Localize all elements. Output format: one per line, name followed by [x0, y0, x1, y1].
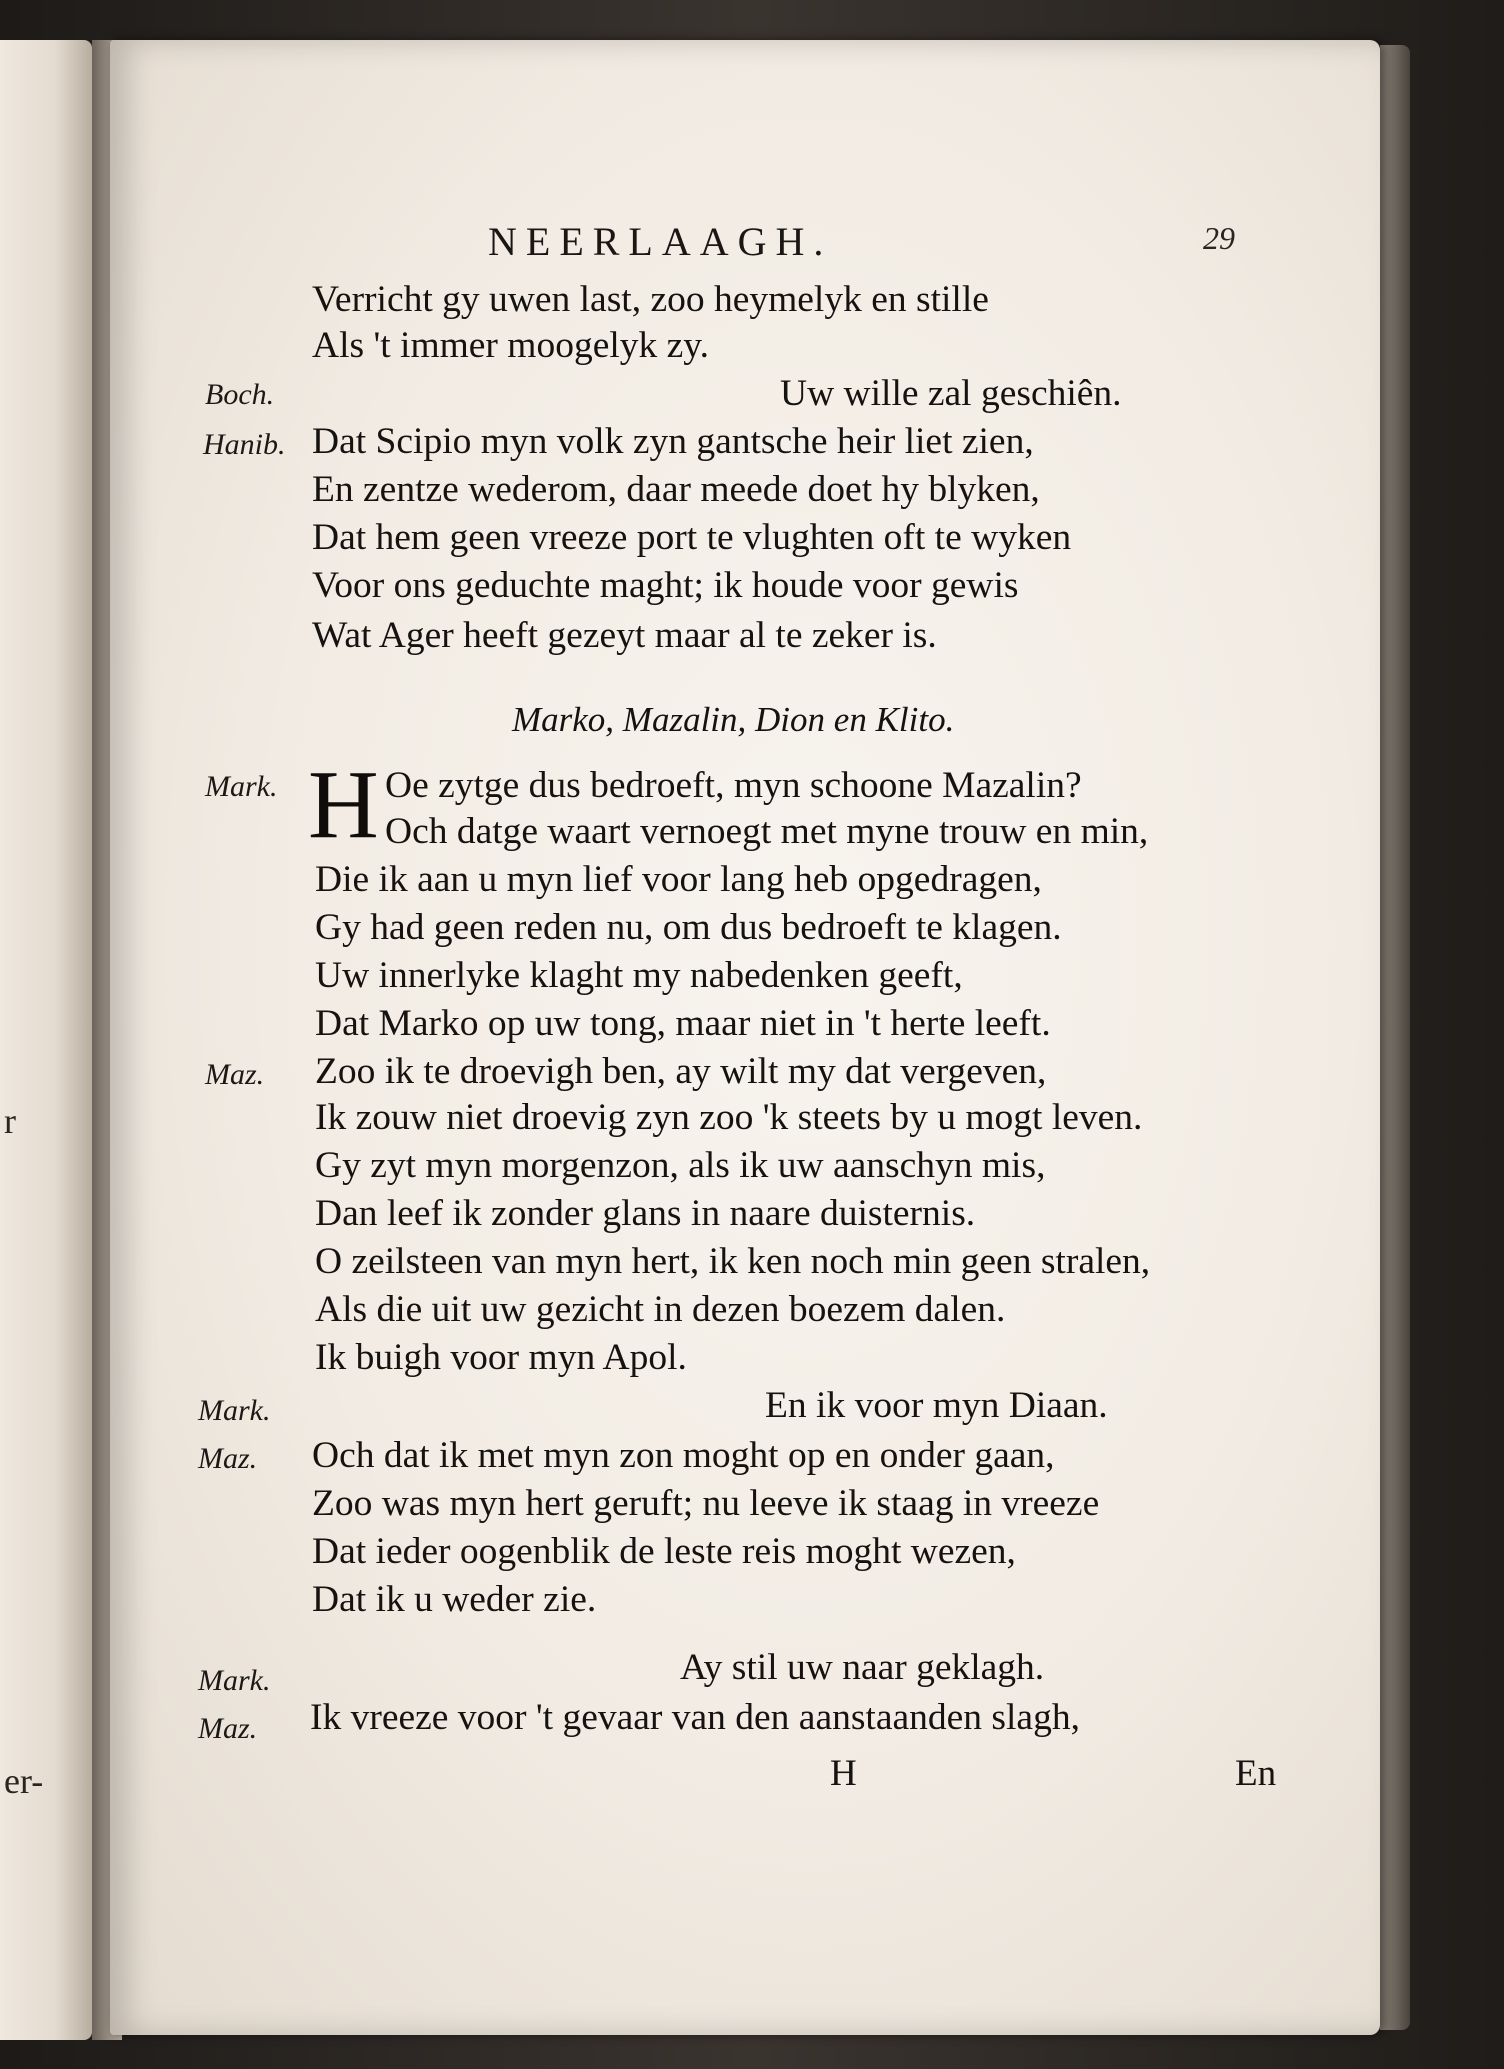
speaker-label: Boch.: [205, 378, 275, 411]
verse-line: Dat hem geen vreeze port te vlughten oft te wyken: [312, 517, 1072, 558]
verse-line: Ik zouw niet droevig zyn zoo 'k steets by u mogt leven.: [315, 1097, 1143, 1138]
verse-line: Dat Scipio myn volk zyn gantsche heir liet zien,: [312, 421, 1034, 462]
signature-mark: H: [830, 1753, 857, 1794]
scene-heading: Marko, Mazalin, Dion en Klito.: [512, 700, 955, 739]
verse-line: Dat Marko op uw tong, maar niet in 't herte leeft.: [315, 1003, 1051, 1044]
speaker-label: Mark.: [198, 1664, 271, 1697]
verse-line: O zeilsteen van myn hert, ik ken noch min geen stralen,: [315, 1241, 1151, 1282]
verse-line: Gy zyt myn morgenzon, als ik uw aanschyn mis,: [315, 1145, 1046, 1186]
verse-line: Voor ons geduchte maght; ik houde voor gewis: [312, 565, 1019, 606]
facing-page-edge: [0, 40, 92, 2040]
page-number: 29: [1203, 220, 1235, 256]
running-head: NEERLAAGH.: [488, 219, 833, 264]
verse-line: Uw innerlyke klaght my nabedenken geeft,: [315, 955, 963, 996]
verse-line: Als 't immer moogelyk zy.: [312, 325, 709, 366]
page-fore-edge: [1380, 45, 1410, 2030]
speaker-label: Maz.: [198, 1442, 258, 1475]
catchword: En: [1235, 1753, 1277, 1794]
verse-line: Ik buigh voor myn Apol.: [315, 1337, 687, 1378]
verse-line: En ik voor myn Diaan.: [765, 1385, 1108, 1426]
verse-line: Dan leef ik zonder glans in naare duisternis.: [315, 1193, 976, 1234]
verse-line: Ik vreeze voor 't gevaar van den aanstaanden slagh,: [310, 1697, 1080, 1738]
speaker-label: Mark.: [205, 770, 278, 803]
verse-line: Verricht gy uwen last, zoo heymelyk en stille: [312, 279, 989, 320]
verse-line: Oe zytge dus bedroeft, myn schoone Mazalin?: [385, 765, 1082, 806]
verse-line: Gy had geen reden nu, om dus bedroeft te klagen.: [315, 907, 1062, 948]
verse-line: Wat Ager heeft gezeyt maar al te zeker is.: [312, 615, 937, 656]
facing-page-fragment: er-: [4, 1761, 44, 1801]
verse-line: Als die uit uw gezicht in dezen boezem dalen.: [315, 1289, 1006, 1330]
drop-cap: H: [308, 751, 379, 859]
verse-line: Dat ieder oogenblik de leste reis moght wezen,: [312, 1531, 1016, 1572]
facing-page-fragment: r: [4, 1101, 16, 1141]
speaker-label: Hanib.: [203, 428, 286, 461]
verse-line: En zentze wederom, daar meede doet hy blyken,: [312, 469, 1040, 510]
speaker-label: Maz.: [198, 1712, 258, 1745]
verse-line: Zoo ik te droevigh ben, ay wilt my dat vergeven,: [315, 1051, 1047, 1092]
verse-line: Die ik aan u myn lief voor lang heb opgedragen,: [315, 859, 1042, 900]
verse-line: Uw wille zal geschiên.: [780, 373, 1122, 414]
speaker-label: Maz.: [205, 1058, 265, 1091]
verse-line: Dat ik u weder zie.: [312, 1579, 597, 1620]
verse-line: Och datge waart vernoegt met myne trouw en min,: [385, 811, 1149, 852]
verse-line: Zoo was myn hert geruft; nu leeve ik staag in vreeze: [312, 1483, 1100, 1524]
verse-line: Och dat ik met myn zon moght op en onder gaan,: [312, 1435, 1055, 1476]
verse-line: Ay stil uw naar geklagh.: [680, 1647, 1045, 1688]
speaker-label: Mark.: [198, 1394, 271, 1427]
